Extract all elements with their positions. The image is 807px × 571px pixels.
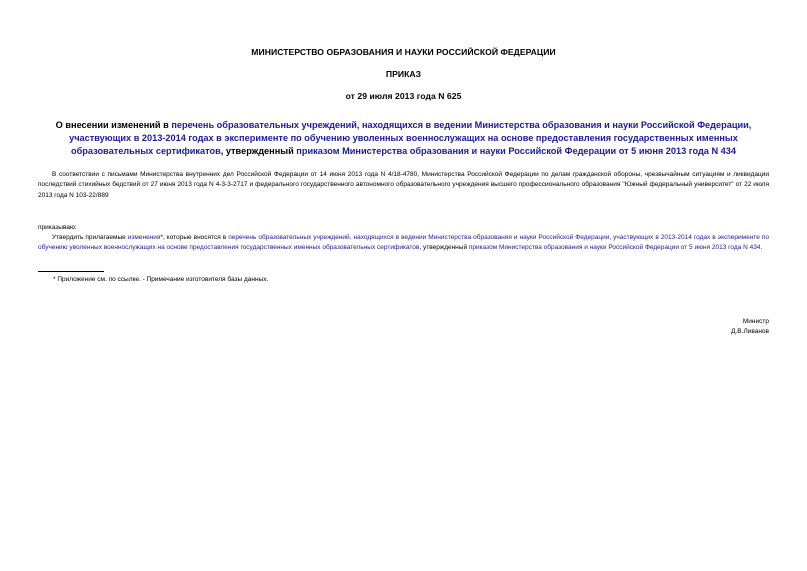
order-link-order-434[interactable]: приказом Министерства образования и науки Российской Федерации от 5 июня 2013 года N 434	[468, 244, 761, 252]
footnote: * Приложение см. по ссылке. - Примечание изготовителя базы данных.	[53, 276, 269, 283]
title-link-list[interactable]: перечень образовательных учреждений, находящихся в ведении Министерства образования и науки Российской Федерации, участвующих в 2013-2014 годах в эксперименте по обучению уволенных военнослужащих на основе предоставления государственных именных образовательных сертификатов	[69, 120, 752, 156]
ministry-heading: МИНИСТЕРСТВО ОБРАЗОВАНИЯ И НАУКИ РОССИЙСКОЙ ФЕДЕРАЦИИ	[251, 47, 556, 57]
title-link-order-434[interactable]: приказом Министерства образования и науки Российской Федерации от 5 июня 2013 года N 434	[296, 146, 736, 156]
order-text: Утвердить прилагаемые	[52, 234, 128, 241]
doc-date-number: от 29 июля 2013 года N 625	[345, 91, 462, 101]
signature-position: Министр	[742, 318, 769, 325]
order-link-changes[interactable]: изменения	[127, 234, 161, 241]
footnote-divider	[38, 271, 104, 272]
order-word: приказываю:	[38, 224, 77, 231]
order-text: .	[760, 244, 763, 252]
order-text: , утвержденный	[419, 244, 469, 252]
order-text: *, которые вносятся в	[160, 234, 229, 241]
title-text: , утвержденный	[220, 146, 297, 156]
order-link-list[interactable]: перечень образовательных учреждений, находящихся в ведении Министерства образования и науки Российской Федерации, участвующих в 2013-2014 годах в эксперименте по обучению уволенных военнослужащих на основе предоставления государственных именных образовательных сертификатов	[38, 234, 769, 252]
doc-type-heading: ПРИКАЗ	[385, 69, 422, 79]
document-title	[38, 119, 769, 158]
order-paragraph	[38, 233, 769, 254]
signature-name: Д.В.Ливанов	[731, 328, 769, 335]
preamble-paragraph: В соответствии с письмами Министерства внутренних дел Российской Федерации от 14 июня 2013 года N 4/18-4780, Министерства Российской Федерации по делам гражданской обороны, чрезвычайным ситуациям и ликвидации последствий стихийных бедствий от 27 июня 2013 года N 4-3-3-2717 и федерального государственного автономного образовательного учреждения высшего профессионального образования "Южный федеральный университет" от 22 июля 2013 года N 103-22/889	[38, 171, 769, 199]
title-text: О внесении изменений в	[55, 120, 172, 130]
